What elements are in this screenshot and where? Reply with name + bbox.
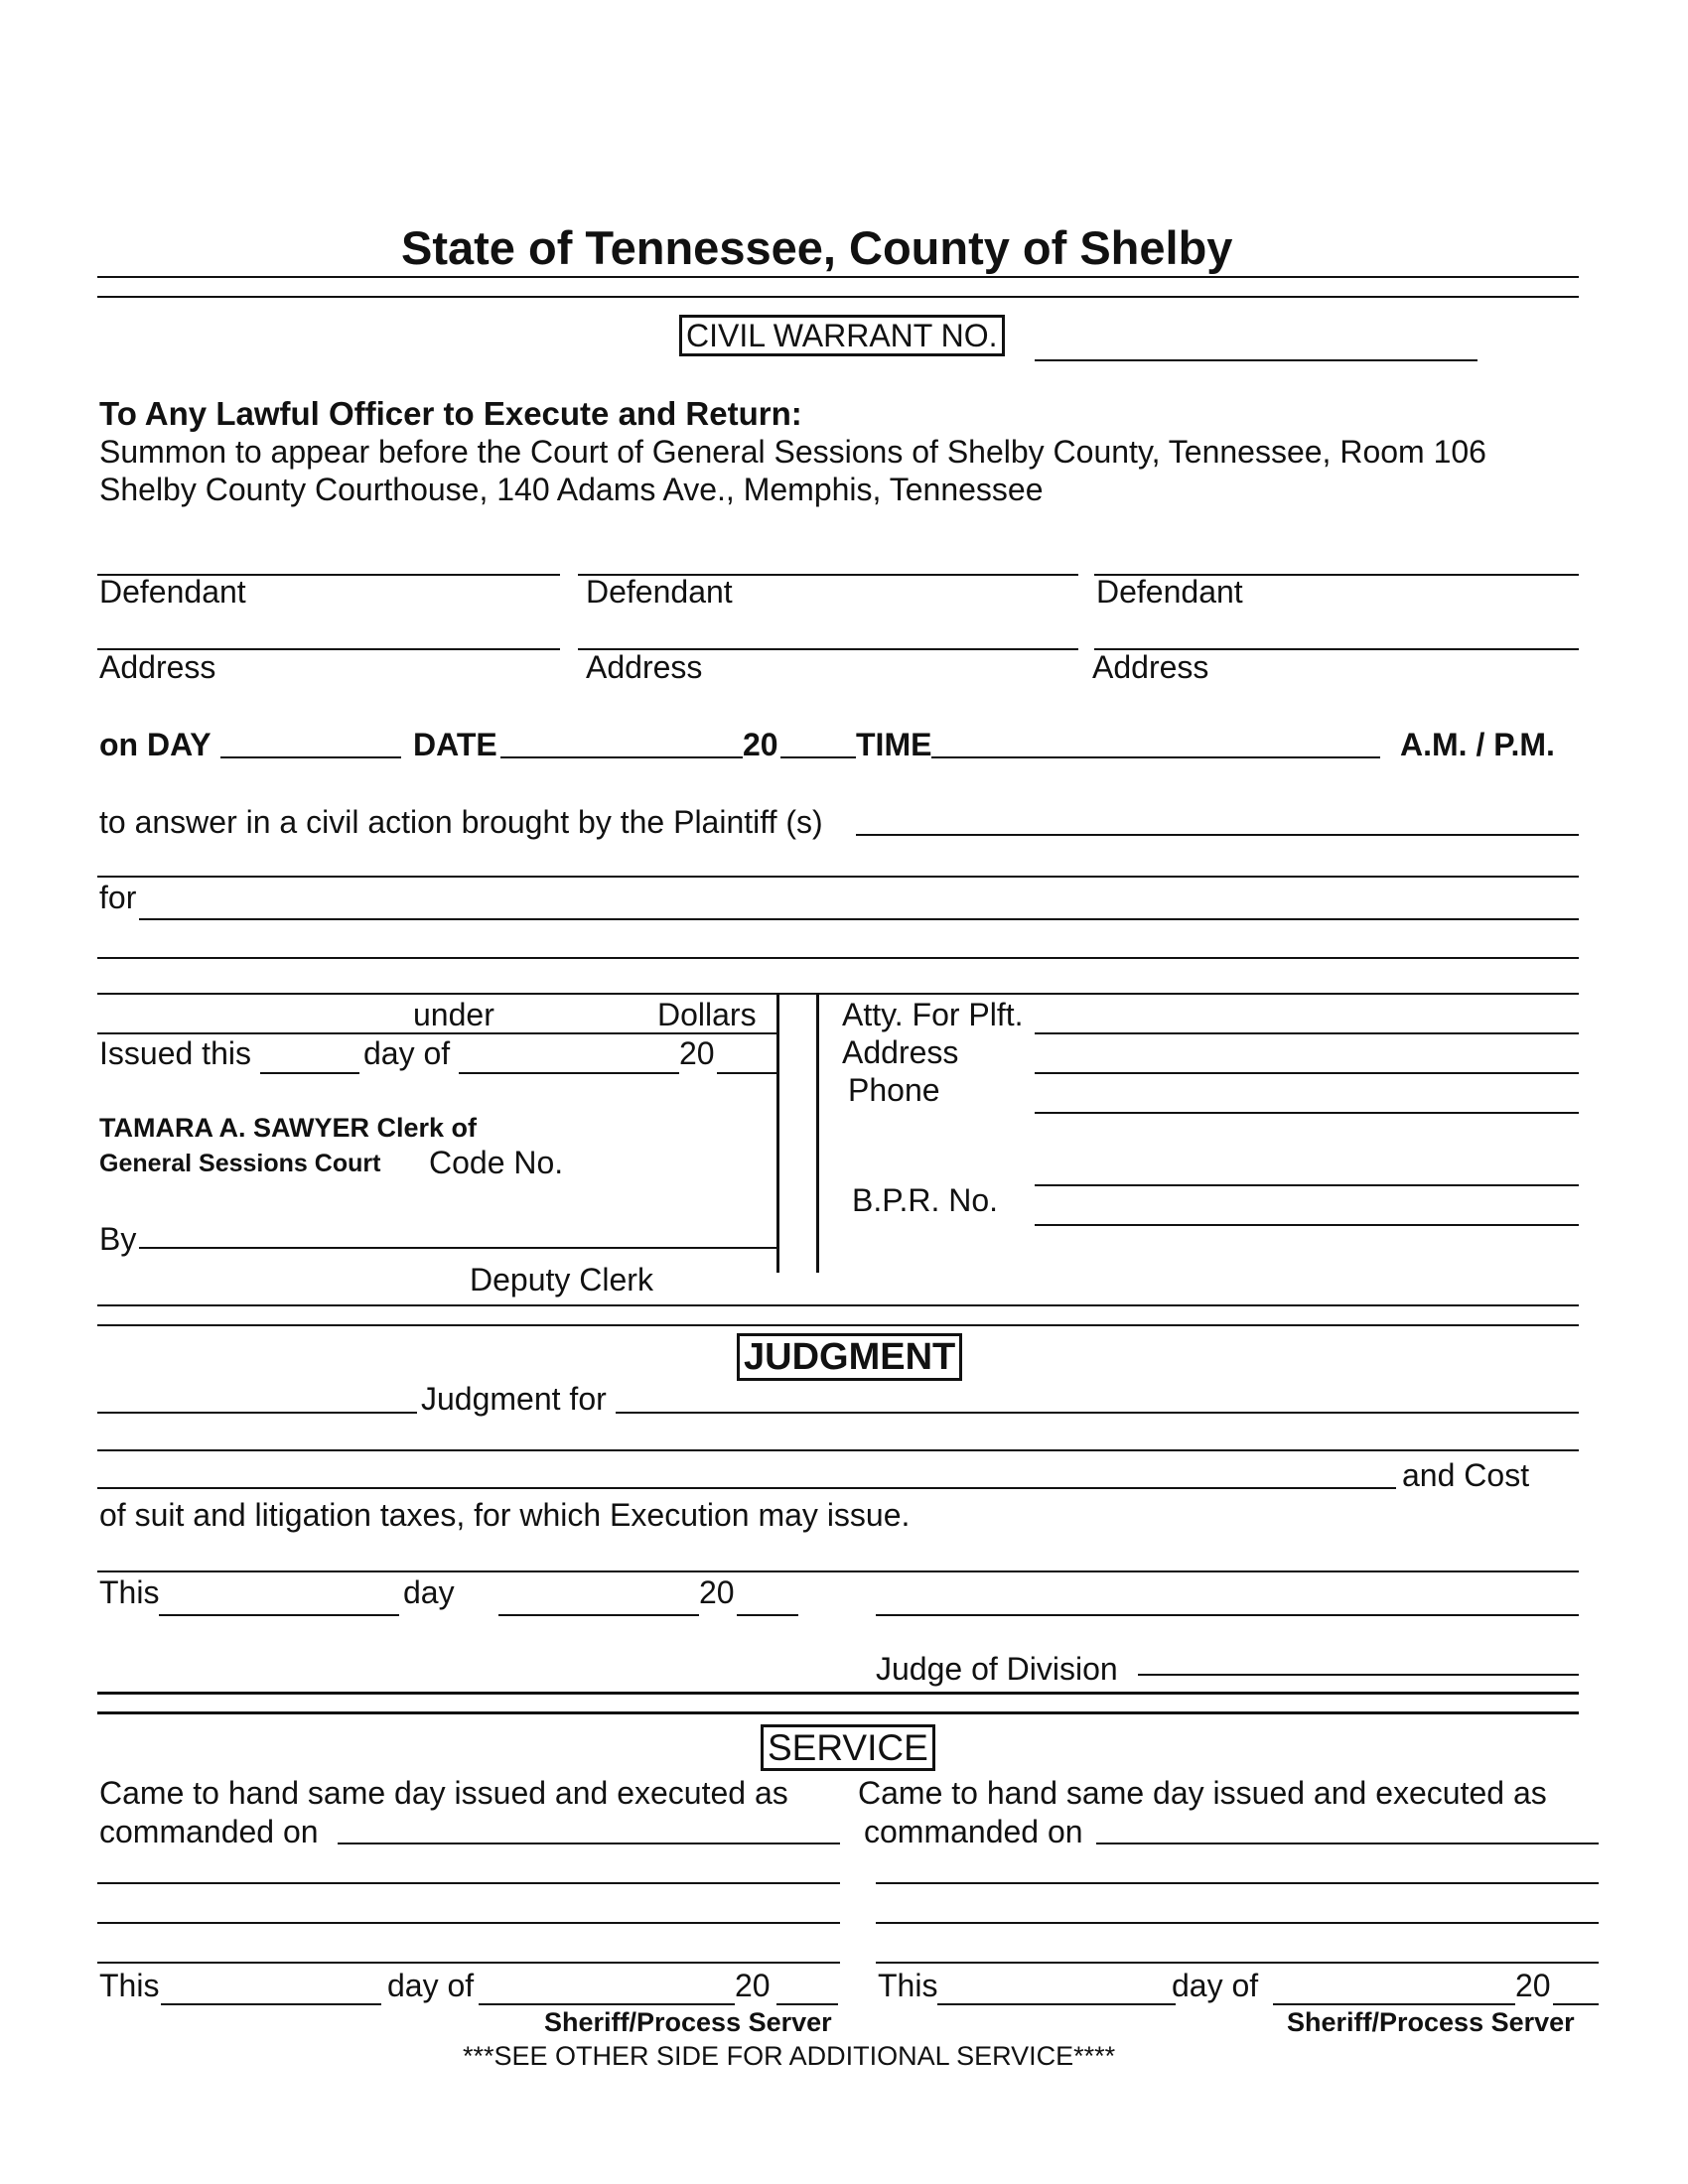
- service-1-field-4[interactable]: [97, 1962, 840, 1964]
- date-year-prefix: 20: [743, 727, 778, 762]
- service-1-commanded-on: commanded on: [99, 1814, 319, 1849]
- day-field[interactable]: [220, 756, 401, 758]
- service-2-year-prefix: 20: [1515, 1968, 1551, 2003]
- service-heading: SERVICE: [761, 1724, 935, 1771]
- bpr-field-2[interactable]: [1035, 1224, 1579, 1226]
- judge-signature-field[interactable]: [876, 1614, 1579, 1616]
- service-2-server-label: Sheriff/Process Server: [1287, 2007, 1575, 2037]
- address-3-label: Address: [1092, 649, 1209, 685]
- service-2-year-field[interactable]: [1553, 2003, 1599, 2005]
- issued-day-of-label: day of: [363, 1035, 451, 1071]
- judgment-amount-field[interactable]: [97, 1412, 417, 1414]
- defendant-1-label: Defendant: [99, 574, 246, 610]
- for-field[interactable]: [139, 918, 1579, 920]
- title-rule-2: [97, 296, 1579, 298]
- service-1-server-label: Sheriff/Process Server: [544, 2007, 832, 2037]
- page-title: State of Tennessee, County of Shelby: [401, 221, 1233, 274]
- for-label: for: [99, 880, 137, 915]
- by-label: By: [99, 1221, 137, 1257]
- amount-field[interactable]: [97, 1032, 776, 1034]
- warrant-number-field[interactable]: [1035, 359, 1477, 361]
- issued-day-field[interactable]: [260, 1072, 359, 1074]
- address-2-label: Address: [586, 649, 703, 685]
- judgment-field-4[interactable]: [97, 1570, 1579, 1572]
- date-field[interactable]: [500, 756, 743, 758]
- service-1-commanded-field[interactable]: [338, 1843, 840, 1844]
- date-year-field[interactable]: [780, 756, 856, 758]
- date-label: DATE: [413, 727, 497, 762]
- under-label: under: [413, 997, 494, 1032]
- atty-address-label: Address: [842, 1034, 959, 1070]
- dollars-label: Dollars: [657, 997, 757, 1032]
- judgment-year-field[interactable]: [737, 1614, 798, 1616]
- court-name: General Sessions Court: [99, 1150, 381, 1177]
- atty-phone-label: Phone: [848, 1072, 940, 1108]
- service-2-day-of-label: day of: [1172, 1968, 1259, 2003]
- bpr-field[interactable]: [1035, 1184, 1579, 1186]
- title-rule: [97, 276, 1579, 278]
- judgment-field-3[interactable]: [97, 1487, 1396, 1489]
- summons-line-1: Summon to appear before the Court of General Sessions of Shelby County, Tennessee, Room 106: [99, 434, 1486, 470]
- address-1-label: Address: [99, 649, 216, 685]
- issued-year-field[interactable]: [717, 1072, 776, 1074]
- service-2-month-field[interactable]: [1273, 2003, 1515, 2005]
- issued-year-prefix: 20: [679, 1035, 715, 1071]
- summons-heading: To Any Lawful Officer to Execute and Return:: [99, 395, 802, 432]
- service-2-came-to-hand: Came to hand same day issued and executed as: [858, 1775, 1547, 1811]
- judgment-for-label: Judgment for: [421, 1381, 607, 1417]
- judgment-day-field[interactable]: [159, 1614, 399, 1616]
- and-cost-label: and Cost: [1402, 1457, 1530, 1493]
- issuance-divider-left: [776, 995, 779, 1273]
- suit-text: of suit and litigation taxes, for which Execution may issue.: [99, 1497, 911, 1533]
- service-2-field-2[interactable]: [876, 1882, 1599, 1884]
- service-1-field-3[interactable]: [97, 1922, 840, 1924]
- for-field-3[interactable]: [97, 993, 1579, 995]
- by-signature-field[interactable]: [139, 1247, 778, 1249]
- judgment-field-2[interactable]: [97, 1449, 1579, 1451]
- service-2-commanded-field[interactable]: [1096, 1843, 1599, 1844]
- additional-service-note: ***SEE OTHER SIDE FOR ADDITIONAL SERVICE****: [463, 2041, 1116, 2071]
- section-rule-3: [97, 1692, 1579, 1695]
- service-1-came-to-hand: Came to hand same day issued and executed as: [99, 1775, 788, 1811]
- plaintiff-field[interactable]: [856, 834, 1579, 836]
- judgment-year-prefix: 20: [699, 1574, 735, 1610]
- on-day-label: on DAY: [99, 727, 211, 762]
- time-field[interactable]: [931, 756, 1380, 758]
- issuance-divider-right: [816, 995, 819, 1273]
- service-2-field-3[interactable]: [876, 1922, 1599, 1924]
- time-label: TIME: [856, 727, 932, 762]
- service-1-field-2[interactable]: [97, 1882, 840, 1884]
- service-1-day-field[interactable]: [161, 2003, 381, 2005]
- service-1-year-field[interactable]: [776, 2003, 838, 2005]
- judge-division-field[interactable]: [1138, 1674, 1579, 1676]
- plaintiff-field-2[interactable]: [97, 876, 1579, 878]
- service-2-field-4[interactable]: [876, 1962, 1599, 1964]
- defendant-2-label: Defendant: [586, 574, 733, 610]
- service-2-this-label: This: [878, 1968, 938, 2003]
- atty-address-field[interactable]: [1035, 1072, 1579, 1074]
- clerk-name: TAMARA A. SAWYER Clerk of: [99, 1113, 478, 1143]
- service-1-year-prefix: 20: [735, 1968, 771, 2003]
- issued-this-label: Issued this: [99, 1035, 251, 1071]
- judgment-for-field[interactable]: [616, 1412, 1579, 1414]
- judgment-month-field[interactable]: [498, 1614, 699, 1616]
- section-rule-1: [97, 1304, 1579, 1306]
- atty-phone-field[interactable]: [1035, 1112, 1579, 1114]
- service-2-day-field[interactable]: [937, 2003, 1176, 2005]
- summons-line-2: Shelby County Courthouse, 140 Adams Ave., Memphis, Tennessee: [99, 472, 1044, 507]
- judge-of-division-label: Judge of Division: [876, 1651, 1118, 1687]
- judgment-this-label: This: [99, 1574, 160, 1610]
- issued-month-field[interactable]: [459, 1072, 679, 1074]
- service-1-day-of-label: day of: [387, 1968, 475, 2003]
- code-no-label: Code No.: [429, 1145, 564, 1180]
- plaintiff-text: to answer in a civil action brought by the Plaintiff (s): [99, 804, 823, 840]
- service-1-month-field[interactable]: [479, 2003, 735, 2005]
- service-2-commanded-on: commanded on: [864, 1814, 1083, 1849]
- atty-field[interactable]: [1035, 1032, 1579, 1034]
- service-1-this-label: This: [99, 1968, 160, 2003]
- judgment-day-label: day: [403, 1574, 455, 1610]
- deputy-clerk-label: Deputy Clerk: [470, 1262, 653, 1297]
- defendant-3-label: Defendant: [1096, 574, 1243, 610]
- atty-label: Atty. For Plft.: [842, 997, 1024, 1032]
- judgment-heading: JUDGMENT: [737, 1333, 962, 1381]
- for-field-2[interactable]: [97, 957, 1579, 959]
- section-rule-4: [97, 1711, 1579, 1714]
- civil-warrant-label: CIVIL WARRANT NO.: [679, 315, 1005, 356]
- section-rule-2: [97, 1324, 1579, 1326]
- bpr-label: B.P.R. No.: [852, 1182, 999, 1218]
- am-pm-label: A.M. / P.M.: [1400, 727, 1555, 762]
